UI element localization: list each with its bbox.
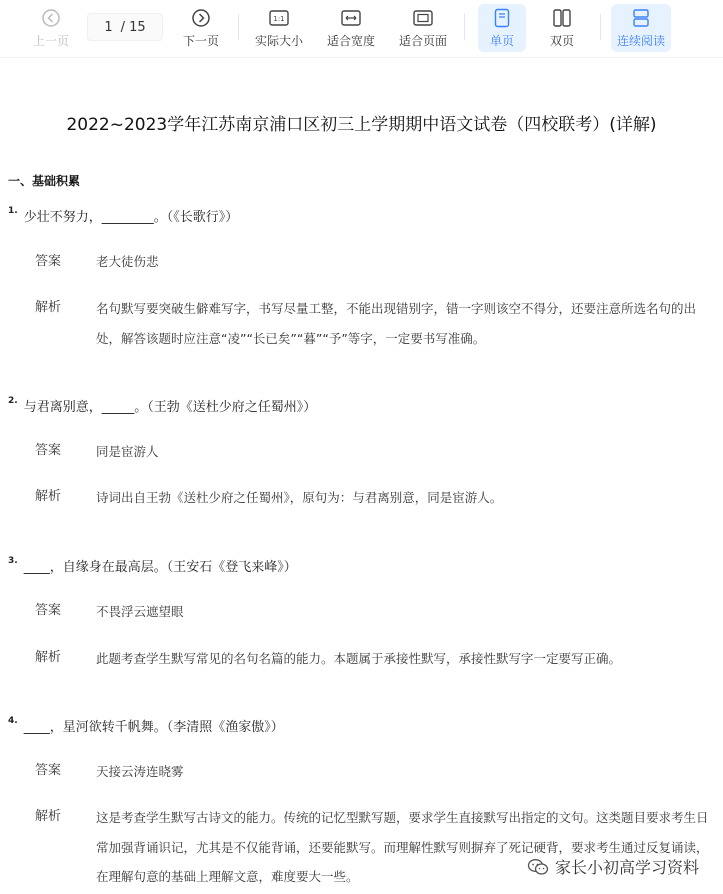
explain-line: 诗词出自王勃《送杜少府之任蜀州》，原句为：与君离别意，同是宦游人。 <box>96 490 503 505</box>
fit-page-label: 适合页面 <box>398 34 447 48</box>
single-page-icon <box>494 6 510 30</box>
explain-line: 常加强背诵识记，尤其是不仅能背诵，还要能默写。而理解性默写则摒弃了死记硬背，要求考生通过反复诵读， <box>96 840 709 855</box>
explain-line: 处，解答该题时应注意“凌”“长已矣”“暮”“予”等字，一定要书写准确。 <box>96 331 486 346</box>
question-2 <box>8 396 316 415</box>
double-page-icon <box>552 6 572 30</box>
explain-line: 此题考查学生默写常见的名句名篇的能力。本题属于承接性默写，承接性默写字一定要写正确。 <box>96 651 622 666</box>
question-text: ____，星河欲转千帆舞。（李清照《渔家傲》） <box>23 720 284 735</box>
prev-page-label: 上一页 <box>32 34 69 48</box>
answer-label: 答案 <box>35 254 62 269</box>
double-page-button[interactable] <box>538 4 586 52</box>
actual-size-icon <box>269 6 289 30</box>
explain-label: 解析 <box>35 489 62 504</box>
watermark-text: 家长小初高学习资料 <box>554 858 699 877</box>
wechat-watermark <box>527 855 699 878</box>
fit-width-button[interactable] <box>326 4 376 52</box>
explain-line: 名句默写要突破生僻难写字，书写尽量工整，不能出现错别字，错一字则该空不得分，还要注意所选名句的出 <box>96 301 697 316</box>
answer-value: 同是宦游人 <box>96 444 159 459</box>
question-number: 4. <box>8 716 18 726</box>
question-4 <box>8 716 284 735</box>
explain-line: 这是考查学生默写古诗文的能力。传统的记忆型默写题，要求学生直接默写出指定的文句。这类题目要求考生日 <box>96 810 709 825</box>
explain-label: 解析 <box>35 809 62 824</box>
current-page: 1 <box>104 19 113 35</box>
viewer-toolbar <box>0 0 723 58</box>
fit-page-button[interactable] <box>398 4 448 52</box>
question-number: 3. <box>8 556 18 566</box>
question-text: 与君离别意，_____。（王勃《送杜少府之任蜀州》） <box>23 400 317 415</box>
document-title: 2022~2023学年江苏南京浦口区初三上学期期中语文试卷（四校联考）(详解) <box>66 115 657 135</box>
double-page-label: 双页 <box>549 34 574 48</box>
continuous-reading-icon <box>632 6 650 30</box>
question-text: 少壮不努力，________。（《长歌行》） <box>23 210 239 225</box>
continuous-reading-label: 连续阅读 <box>616 34 665 48</box>
answer-value: 天接云涛连晓雾 <box>96 764 184 779</box>
section-heading: 一、基础积累 <box>8 174 81 188</box>
question-number: 2. <box>8 396 18 406</box>
question-text: ____，自缘身在最高层。（王安石《登飞来峰》） <box>23 560 297 575</box>
question-1 <box>8 206 238 225</box>
arrow-left-circle-icon <box>41 6 61 30</box>
answer-value: 老大徒伤悲 <box>96 254 159 269</box>
total-pages: / 15 <box>120 19 146 35</box>
answer-value: 不畏浮云遮望眼 <box>96 604 184 619</box>
single-page-label: 单页 <box>489 34 514 48</box>
explain-label: 解析 <box>35 650 62 665</box>
answer-label: 答案 <box>35 603 62 618</box>
fit-width-label: 适合宽度 <box>326 34 375 48</box>
next-page-label: 下一页 <box>182 34 219 48</box>
single-page-button[interactable] <box>478 4 526 52</box>
fit-page-icon <box>413 6 433 30</box>
toolbar-divider <box>464 14 465 40</box>
wechat-icon <box>527 858 549 876</box>
answer-label: 答案 <box>35 443 62 458</box>
toolbar-divider <box>600 14 601 40</box>
next-page-button[interactable] <box>180 4 222 52</box>
arrow-right-circle-icon <box>191 6 211 30</box>
continuous-reading-button[interactable] <box>611 4 671 52</box>
explain-line: 在理解句意的基础上理解文意，难度要大一些。 <box>96 869 359 884</box>
svg-text:1:1: 1:1 <box>273 15 285 23</box>
toolbar-divider <box>238 14 239 40</box>
fit-width-icon <box>341 6 361 30</box>
prev-page-button[interactable] <box>30 4 72 52</box>
explain-label: 解析 <box>35 300 62 315</box>
answer-label: 答案 <box>35 763 62 778</box>
question-3 <box>8 556 297 575</box>
page-number-input[interactable] <box>87 13 163 41</box>
question-number: 1. <box>8 206 18 216</box>
actual-size-label: 实际大小 <box>254 34 303 48</box>
actual-size-button[interactable] <box>254 4 304 52</box>
